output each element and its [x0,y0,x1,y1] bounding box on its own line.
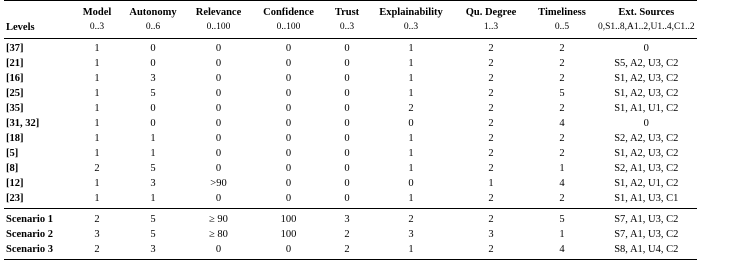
table-cell: 2 [559,58,565,69]
table-cell: 0 [344,103,350,114]
table-cell: 0 [596,39,697,57]
header-cell: Relevance [186,1,251,21]
table-cell: 0 [344,133,350,144]
table-cell: 0 [215,148,222,159]
table-cell: 0 [150,58,156,69]
table-cell: 1 [368,242,454,260]
row-label: [25] [6,88,24,99]
table-cell: S1, A1, U1, C2 [614,103,679,114]
table-cell: 5 [150,163,156,174]
table-cell: >90 [210,178,227,189]
table-cell: 0 [285,118,292,129]
table-cell: 1 [94,118,100,129]
table-cell: 0 [344,118,350,129]
table-cell: 1 [408,88,414,99]
table-cell: 1 [94,148,100,159]
table-cell: S1, A2, U3, C2 [614,73,679,84]
table-cell: 1 [408,193,414,204]
table-cell: 2 [488,103,494,114]
table-cell: 2 [559,103,565,114]
table-cell: 0 [408,118,414,129]
table-cell: 5 [120,209,186,228]
reference-row [4,101,697,116]
table-cell: 1 [408,163,414,174]
reference-row [4,191,697,209]
table-cell: 2 [454,39,528,57]
table-cell: 0 [344,73,350,84]
row-label: [23] [6,193,24,204]
reference-row [4,39,697,57]
table-cell: 0 [326,39,368,57]
table-cell: 0 [344,148,350,159]
table-cell: 0 [215,193,222,204]
header-cell: 0,S1..8,A1..2,U1..4,C1..2 [598,22,695,32]
table-cell: 0 [285,163,292,174]
references-body [4,39,697,209]
header-cell: Explainability [368,1,454,21]
table-cell: 2 [344,229,350,240]
table-cell: 0 [215,58,222,69]
header-cell: Timeliness [528,1,596,21]
reference-row [4,71,697,86]
table-cell: 0 [643,118,649,129]
table-cell: 0 [215,73,222,84]
table-cell: 0 [215,88,222,99]
table-cell: 1 [94,73,100,84]
table-cell: 0 [285,88,292,99]
table-cell: S2, A1, U3, C2 [614,163,679,174]
table-cell: 1 [94,103,100,114]
table-cell: 2 [454,209,528,228]
row-label: [5] [6,148,19,159]
table-cell: 0 [285,193,292,204]
table-cell: 0 [215,103,222,114]
table-cell: 0 [344,58,350,69]
header-cell: 0..6 [145,22,161,32]
table-cell: 0 [150,103,156,114]
table-cell: 0 [285,73,292,84]
table-cell: ≥ 80 [209,229,228,240]
table-cell: 0 [285,103,292,114]
table-cell: 0 [251,242,326,260]
table-cell: S1, A2, U3, C2 [614,148,679,159]
table-cell: S1, A1, U3, C1 [614,193,679,204]
header-cell: 0..3 [89,22,105,32]
table-cell: 0 [251,39,326,57]
table-cell: 1 [74,39,120,57]
table-cell: 1 [368,39,454,57]
table-cell: 0 [215,133,222,144]
table-cell: 1 [94,58,100,69]
header-ranges-row [4,20,697,39]
row-label: [21] [6,58,24,69]
table-cell: 2 [94,163,100,174]
table-cell: 1 [559,229,565,240]
header-cell: 1..3 [483,22,499,32]
table-cell: 1 [94,88,100,99]
reference-row [4,56,697,71]
table-cell: ≥ 90 [186,209,251,228]
table-cell: 2 [559,133,565,144]
table-cell: 0 [150,118,156,129]
table-cell: 3 [326,209,368,228]
table-cell: 0 [120,39,186,57]
table-cell: 5 [559,88,565,99]
row-label: [31, 32] [6,118,40,129]
table-cell: 3 [94,229,100,240]
table-cell: 4 [559,178,565,189]
table-cell: 1 [150,133,156,144]
table-cell: 0 [285,58,292,69]
row-label: [12] [6,178,24,189]
row-label: [16] [6,73,24,84]
table-cell: 0 [186,242,251,260]
table-cell: 3 [408,229,414,240]
table-cell: 2 [326,242,368,260]
table-cell: 1 [94,133,100,144]
table-cell: 0 [186,39,251,57]
table-cell: 2 [528,39,596,57]
table-cell: S8, A1, U4, C2 [596,242,697,260]
table-cell: 2 [454,242,528,260]
table-cell: 4 [528,242,596,260]
header-cell: Trust [326,1,368,21]
header-names-row [4,1,697,21]
table-cell: 0 [285,178,292,189]
table-cell: 100 [251,209,326,228]
table-cell: 100 [280,229,297,240]
header-cell: Model [74,1,120,21]
reference-row [4,146,697,161]
table-cell: 0 [215,118,222,129]
table-cell: 2 [368,209,454,228]
header-cell: Qu. Degree [454,1,528,21]
table-cell: 2 [488,148,494,159]
reference-row [4,86,697,101]
table-cell: 3 [120,242,186,260]
table-cell: S1, A2, U1, C2 [614,178,679,189]
table-cell: 1 [150,148,156,159]
table-cell: 2 [559,73,565,84]
reference-row [4,161,697,176]
table-cell: 5 [528,209,596,228]
table-cell: S7, A1, U3, C2 [614,229,679,240]
table-cell: 0 [215,163,222,174]
row-label: Scenario 2 [6,229,53,240]
table-cell: 0 [344,163,350,174]
table-cell: S7, A1, U3, C2 [596,209,697,228]
table-cell: S1, A2, U3, C2 [614,88,679,99]
table-cell: 2 [408,103,414,114]
header-cell: 0..3 [403,22,419,32]
table-cell: 1 [559,163,565,174]
table-cell: 1 [94,193,100,204]
table-cell: 2 [488,133,494,144]
scenarios-body [4,209,697,260]
table-cell: 1 [408,58,414,69]
table-cell: 2 [559,193,565,204]
table-cell: 2 [559,148,565,159]
reference-row [4,116,697,131]
row-label: [37] [4,39,74,57]
reference-row [4,176,697,191]
header-cell: Confidence [251,1,326,21]
header-cell: Levels [6,22,35,33]
row-label: Scenario 1 [4,209,74,228]
table-cell: S5, A2, U3, C2 [614,58,679,69]
table-cell: 1 [408,148,414,159]
table-cell: 3 [488,229,494,240]
row-label: Scenario 3 [4,242,74,260]
row-label: [18] [6,133,24,144]
table-cell: 1 [488,178,494,189]
table-cell: 0 [344,193,350,204]
header-cell: 0..3 [339,22,355,32]
table-cell: 5 [150,229,156,240]
reference-row [4,131,697,146]
header-cell: 0..100 [276,22,301,32]
table-cell: 2 [488,118,494,129]
table-cell: 2 [74,209,120,228]
table-cell: 2 [74,242,120,260]
levels-table [4,0,697,260]
table-cell: 4 [559,118,565,129]
header-cell: 0..5 [554,22,570,32]
table-cell: 0 [285,133,292,144]
header-cell: Ext. Sources [596,1,697,21]
header-cell: 0..100 [206,22,231,32]
table-cell: 1 [408,73,414,84]
table-cell: 3 [150,73,156,84]
table-cell: 2 [488,73,494,84]
header-cell [4,1,74,21]
table-cell: 1 [150,193,156,204]
table-cell: 0 [344,88,350,99]
table-cell: 3 [150,178,156,189]
table-cell: 1 [408,133,414,144]
table-cell: 1 [94,178,100,189]
scenario-row [4,209,697,228]
table-header [4,1,697,39]
table-cell: 2 [488,58,494,69]
row-label: [8] [6,163,19,174]
row-label: [35] [6,103,24,114]
table-cell: 0 [408,178,414,189]
table-cell: 0 [344,178,350,189]
scenario-row [4,242,697,260]
table-cell: 5 [150,88,156,99]
table-cell: S2, A2, U3, C2 [614,133,679,144]
table-cell: 2 [488,193,494,204]
table-cell: 0 [285,148,292,159]
scenario-row [4,227,697,242]
table-cell: 2 [488,88,494,99]
header-cell: Autonomy [120,1,186,21]
table-cell: 2 [488,163,494,174]
